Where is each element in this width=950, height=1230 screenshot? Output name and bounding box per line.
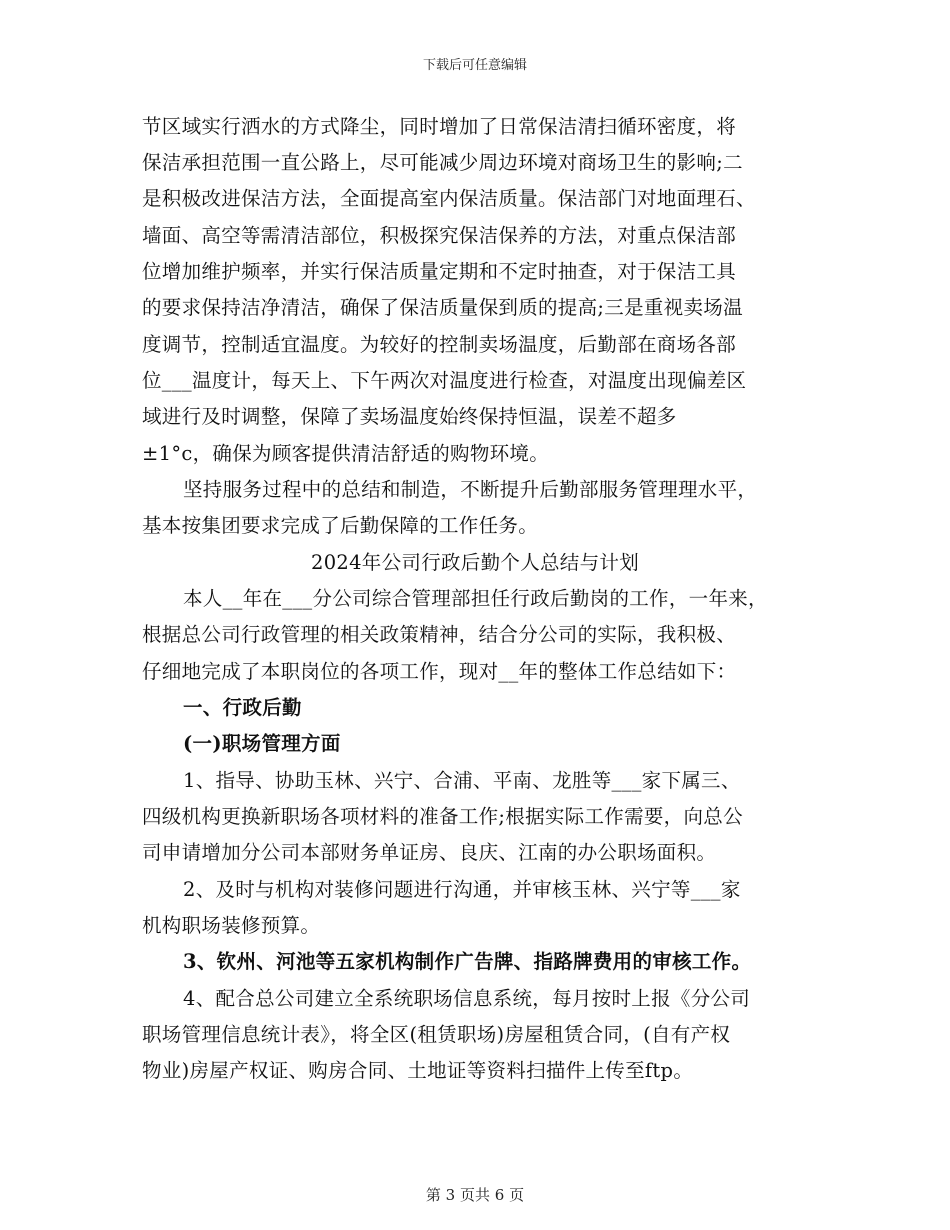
section-title: 2024年公司行政后勤个人总结与计划 (310, 551, 640, 574)
text-line: 1、指导、协助玉林、兴宁、合浦、平南、龙胜等___家下属三、 (183, 769, 741, 792)
text-line: 基本按集团要求完成了后勤保障的工作任务。 (142, 514, 539, 537)
text-line: 4、配合总公司建立全系统职场信息系统，每月按时上报《分公司 (183, 987, 751, 1010)
text-line: 是积极改进保洁方法，全面提高室内保洁质量。保洁部门对地面理石、 (142, 187, 756, 210)
text-line: 位增加维护频率，并实行保洁质量定期和不定时抽查，对于保洁工具 (142, 260, 737, 283)
text-line: 仔细地完成了本职岗位的各项工作，现对__年的整体工作总结如下： (142, 660, 737, 683)
text-line: 根据总公司行政管理的相关政策精神，结合分公司的实际，我积极、 (142, 623, 737, 646)
text-line: 机构职场装修预算。 (142, 914, 321, 937)
page-header: 下载后可任意编辑 (422, 58, 527, 73)
text-line: 物业)房屋产权证、购房合同、土地证等资料扫描件上传至ftp。 (142, 1059, 694, 1082)
text-line: 四级机构更换新职场各项材料的准备工作;根据实际工作需要，向总公 (142, 805, 743, 828)
text-line: 的要求保持洁净清洁，确保了保洁质量保到质的提高;三是重视卖场温 (142, 296, 743, 319)
subsection-heading: (一)职场管理方面 (183, 732, 341, 755)
page-footer: 第 3 页共 6 页 (425, 1186, 525, 1204)
text-line: 2、及时与机构对装修问题进行沟通，并审核玉林、兴宁等___家 (183, 878, 741, 901)
text-line-bold: 3、钦州、河池等五家机构制作广告牌、指路牌费用的审核工作。 (183, 950, 752, 973)
text-line: 域进行及时调整，保障了卖场温度始终保持恒温，误差不超多 (142, 405, 677, 428)
text-line: 坚持服务过程中的总结和制造，不断提升后勤部服务管理理水平， (183, 478, 758, 501)
section-heading: 一、行政后勤 (183, 696, 302, 719)
text-line: 保洁承担范围一直公路上，尽可能减少周边环境对商场卫生的影响;二 (142, 151, 743, 174)
text-line: ±1°c，确保为顾客提供清洁舒适的购物环境。 (142, 442, 550, 465)
text-line: 职场管理信息统计表》，将全区(租赁职场)房屋租赁合同，(自有产权 (142, 1023, 731, 1046)
text-line: 本人__年在___分公司综合管理部担任行政后勤岗的工作，一年来， (183, 587, 768, 610)
text-line: 司申请增加分公司本部财务单证房、良庆、江南的办公职场面积。 (142, 841, 717, 864)
text-line: 位___温度计，每天上、下午两次对温度进行检查，对温度出现偏差区 (142, 369, 747, 392)
text-line: 墙面、高空等需清洁部位，积极探究保洁保养的方法，对重点保洁部 (142, 224, 737, 247)
text-line: 度调节，控制适宜温度。为较好的控制卖场温度，后勤部在商场各部 (142, 333, 737, 356)
text-line: 节区域实行洒水的方式降尘，同时增加了日常保洁清扫循环密度，将 (142, 115, 737, 138)
